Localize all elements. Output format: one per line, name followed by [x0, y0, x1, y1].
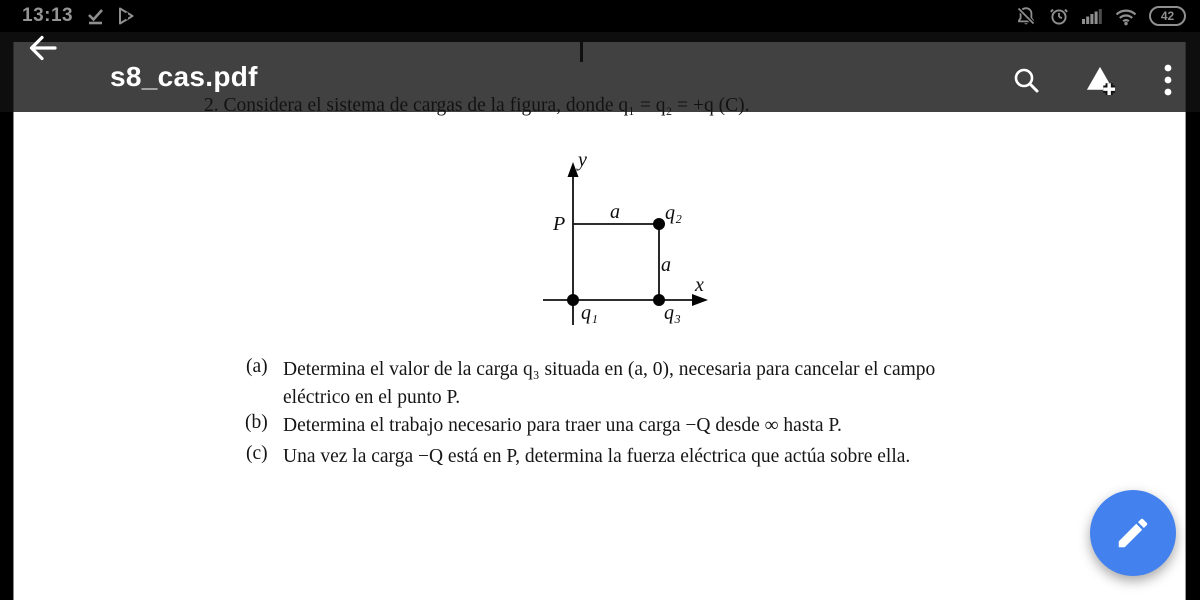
- x-axis-label: x: [695, 274, 704, 296]
- item-text-line: Determina el trabajo necesario para traer una carga −Q desde ∞ hasta P.: [283, 415, 842, 436]
- bell-muted-icon: [1015, 5, 1037, 27]
- y-axis-arrowhead: [568, 162, 579, 177]
- item-label: (c): [246, 443, 268, 464]
- charge-q2-label: q₂: [665, 202, 682, 224]
- back-button[interactable]: [26, 31, 60, 65]
- distance-a-right-label: a: [661, 254, 671, 276]
- check-underline-icon: [85, 6, 105, 26]
- overflow-menu-icon: [1162, 63, 1174, 97]
- pencil-icon: [1114, 514, 1152, 552]
- item-label: (a): [246, 356, 268, 377]
- document-title: s8_cas.pdf: [110, 61, 258, 92]
- item-text-line: eléctrico en el punto P.: [283, 386, 461, 408]
- item-text-line: Una vez la carga −Q está en P, determina la fuerza eléctrica que actúa sobre ella.: [283, 446, 911, 467]
- wifi-icon: [1114, 6, 1138, 26]
- app-bar: [0, 32, 1200, 112]
- search-icon: [1011, 65, 1041, 95]
- signal-icon: [1081, 6, 1103, 26]
- distance-a-top-label: a: [610, 201, 620, 223]
- battery-percent: 42: [1160, 9, 1175, 23]
- edit-fab-button[interactable]: [1090, 490, 1176, 576]
- item-text: [283, 356, 935, 411]
- clock: 13:13: [22, 5, 74, 26]
- item-label: (b): [245, 412, 268, 433]
- item-text: [283, 443, 910, 471]
- status-bar: [0, 0, 1200, 32]
- back-arrow-icon: [32, 38, 56, 59]
- pdf-page[interactable]: [13, 42, 1186, 600]
- status-icons: [1015, 5, 1186, 27]
- overflow-menu-button[interactable]: [1150, 62, 1186, 98]
- add-to-drive-button[interactable]: [1082, 62, 1118, 98]
- alarm-icon: [1048, 5, 1070, 27]
- search-button[interactable]: [1008, 62, 1044, 98]
- charge-q3-label: q₃: [664, 302, 681, 324]
- battery-icon: [1149, 6, 1186, 26]
- charge-q1-dot: [567, 294, 579, 306]
- y-axis-label: y: [578, 149, 587, 171]
- charge-q1-label: q₁: [581, 302, 598, 324]
- play-store-icon: [117, 6, 136, 26]
- item-text: [283, 412, 842, 440]
- drive-add-icon: [1083, 63, 1117, 97]
- point-p-label: P: [553, 213, 566, 235]
- charge-diagram: [521, 140, 731, 340]
- item-text-line: Determina el valor de la carga q₃ situada en (a, 0), necesaria para cancelar el campo: [283, 359, 936, 380]
- charge-q2-dot: [653, 218, 665, 230]
